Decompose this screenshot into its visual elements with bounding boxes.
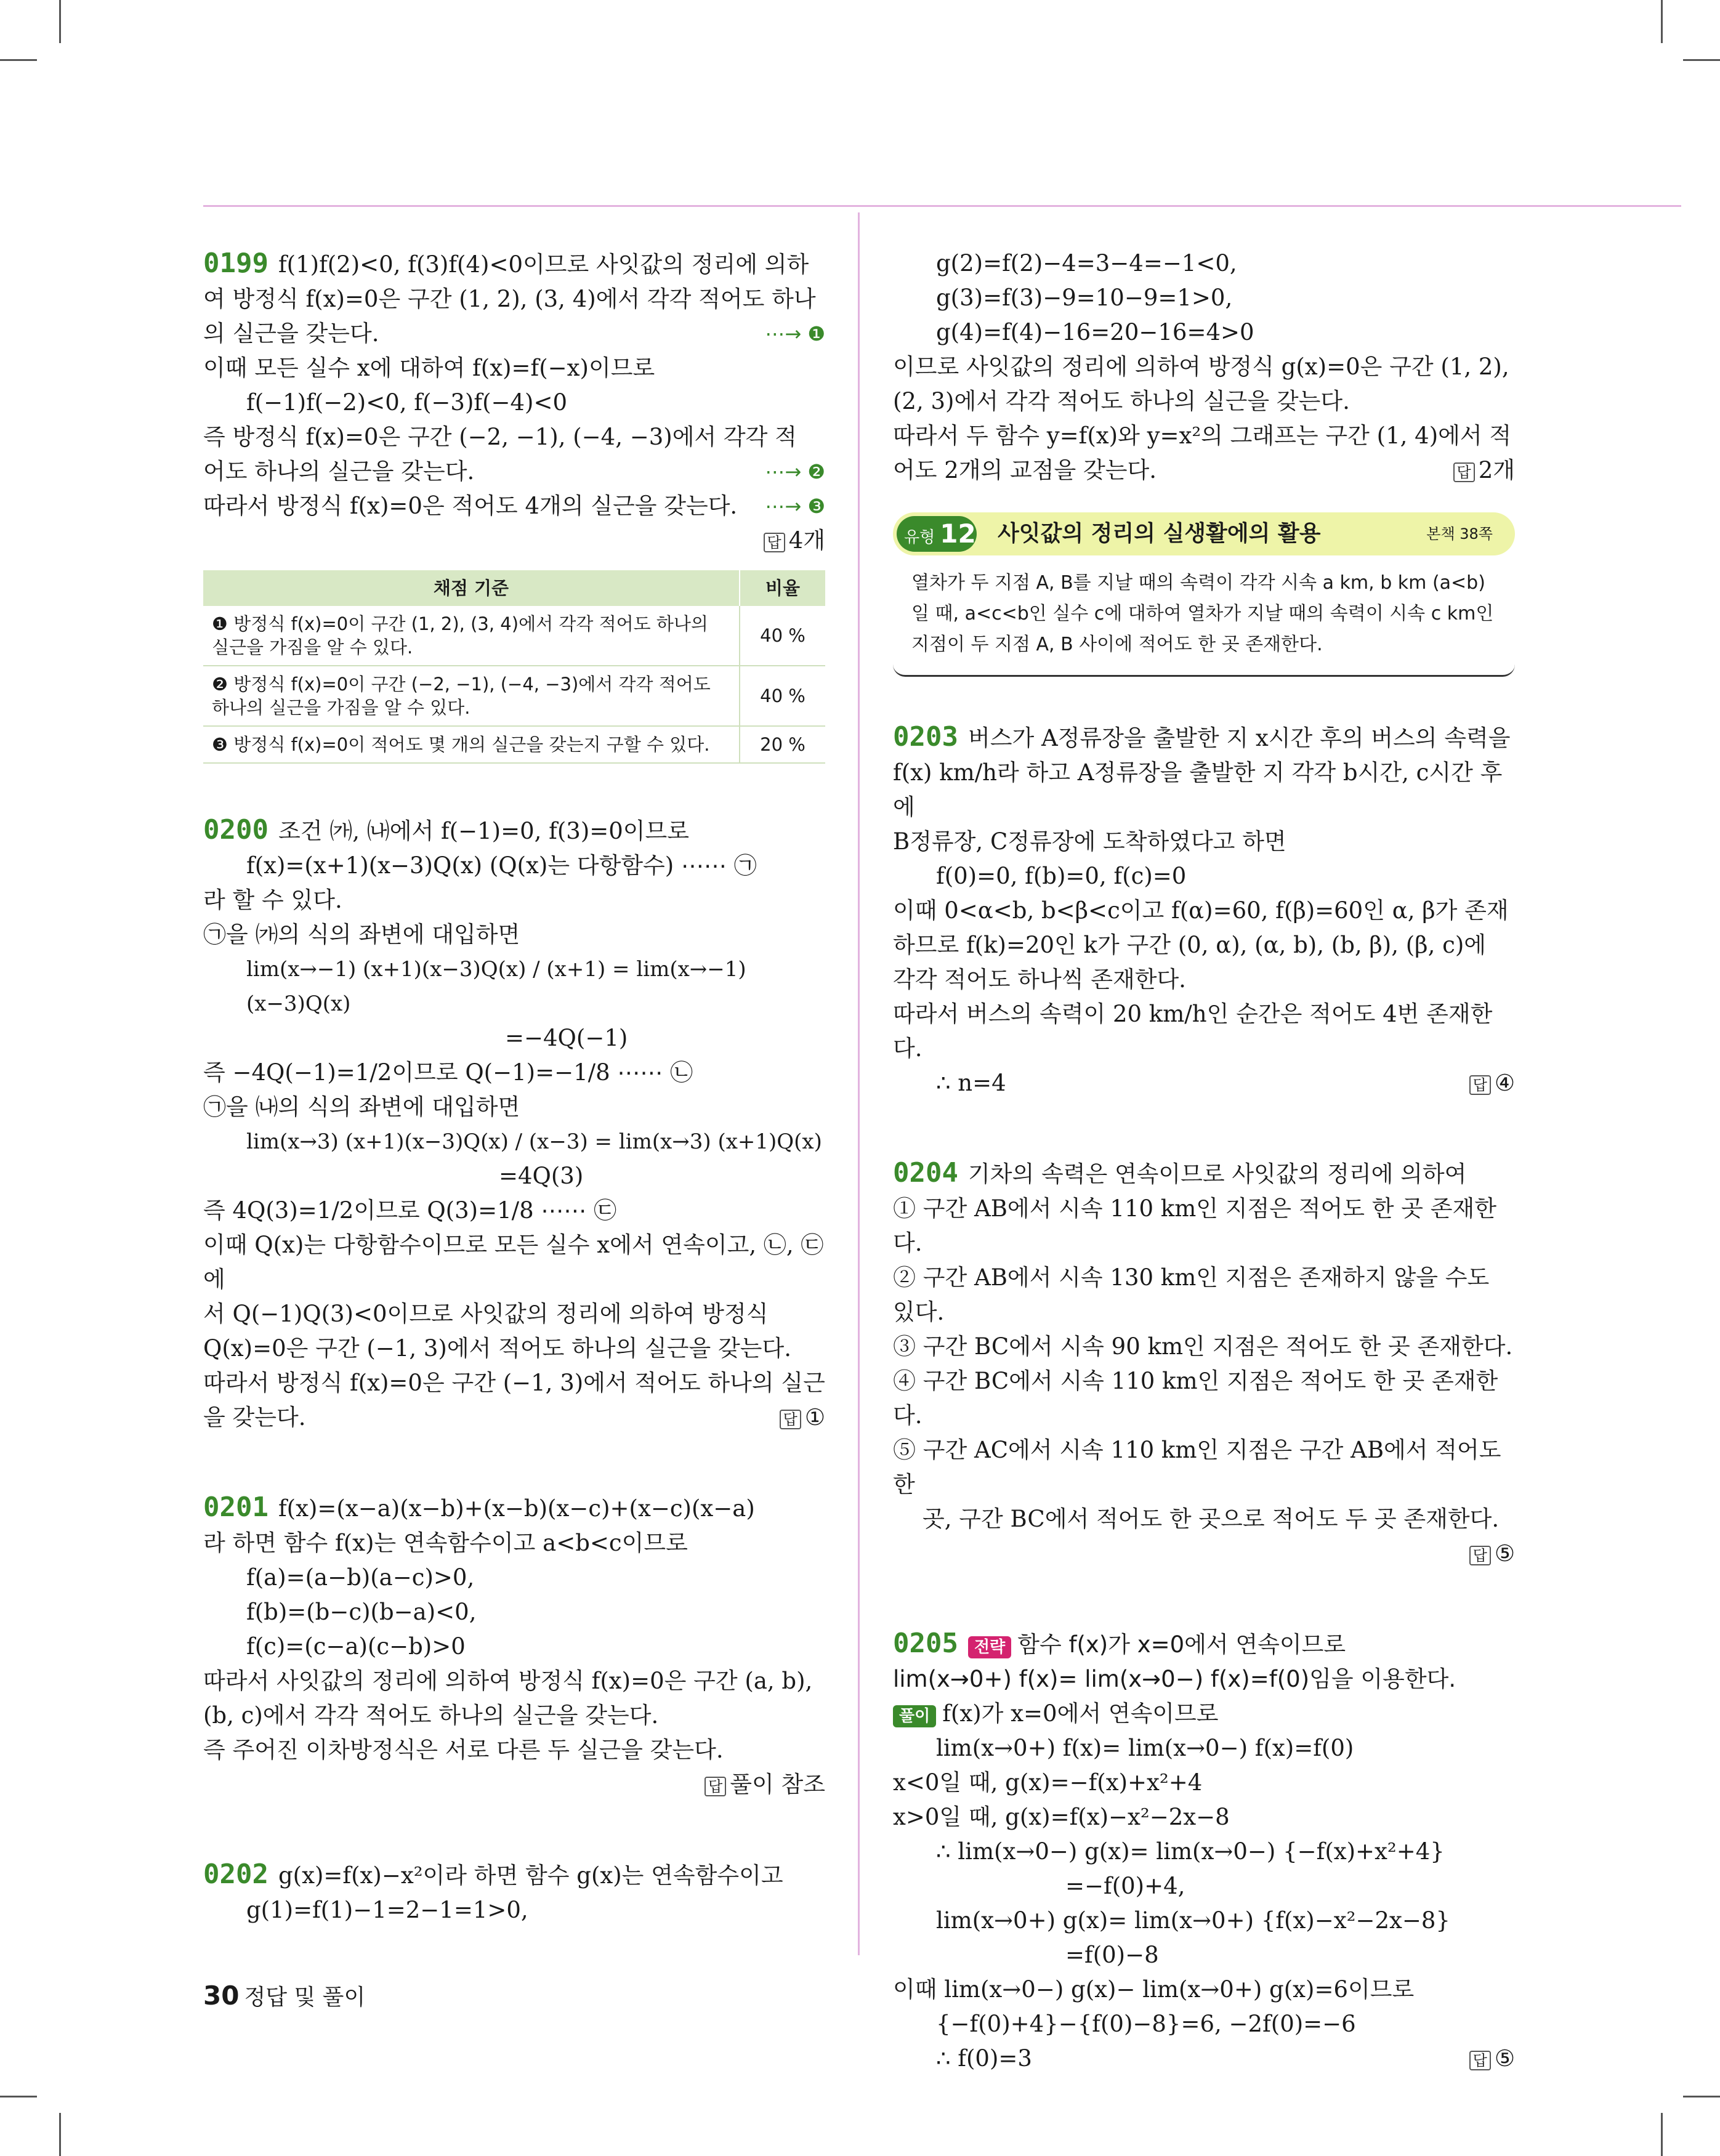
type-badge — [897, 516, 977, 552]
footer-title: 정답 및 풀이 — [244, 1985, 366, 2010]
problem-0204 — [893, 1156, 1515, 1571]
problem-0202-cont — [893, 246, 1515, 488]
text-line: ② 구간 AB에서 시속 130 km인 지점은 존재하지 않을 수도 있다. — [893, 1264, 1490, 1325]
text-line: 따라서 사잇값의 정리에 의하여 방정식 f(x)=0은 구간 (a, b), — [203, 1668, 813, 1694]
equation-line: g(4)=f(4)−16=20−16=4>0 — [936, 319, 1254, 345]
text-line: 일 때, a<c<b인 실수 c에 대하여 열차가 지날 때의 속력이 시속 c km인 — [911, 603, 1494, 624]
text-line: 어도 하나의 실근을 갖는다. — [203, 458, 475, 485]
grading-row — [203, 666, 825, 726]
equation-line: lim(x→0+) f(x)= lim(x→0−) f(x)=f(0) — [936, 1735, 1354, 1761]
answer-mark: 답 — [1469, 1546, 1491, 1565]
text-line: ① 구간 AB에서 시속 110 km인 지점은 적어도 한 곳 존재한다. — [893, 1195, 1497, 1256]
equation-line: =4Q(3) — [499, 1163, 584, 1189]
text-line: 따라서 방정식 f(x)=0은 구간 (−1, 3)에서 적어도 하나의 실근 — [203, 1370, 825, 1396]
right-column — [893, 246, 1515, 2076]
answer-value: ⑤ — [1494, 1540, 1515, 1567]
text-line: 따라서 버스의 속력이 20 km/h인 순간은 적어도 4번 존재한다. — [893, 1001, 1493, 1062]
grading-row — [203, 726, 825, 763]
crop-mark — [1683, 59, 1720, 61]
grading-ratio: 20 % — [740, 726, 825, 763]
grading-criterion: ❷ 방정식 f(x)=0이 구간 (−2, −1), (−4, −3)에서 각각 적어도 하나의 실근을 가짐을 알 수 있다. — [203, 666, 740, 726]
problem-0205 — [893, 1626, 1515, 2076]
problem-0203 — [893, 720, 1515, 1100]
problem-number: 0199 — [203, 248, 268, 279]
text-line: 라 하면 함수 f(x)는 연속함수이고 a<b<c이므로 — [203, 1530, 688, 1556]
text-line: f(x)=(x−a)(x−b)+(x−b)(x−c)+(x−c)(x−a) — [278, 1495, 755, 1522]
text-line: 하므로 f(k)=20인 k가 구간 (0, α), (α, b), (b, β), (β, c)에 — [893, 932, 1486, 958]
grading-table — [203, 570, 825, 764]
crop-mark — [0, 59, 37, 61]
column-divider — [858, 212, 860, 1955]
problem-number: 0202 — [203, 1859, 268, 1890]
type-number: 12 — [940, 519, 976, 549]
equation-line: x<0일 때, g(x)=−f(x)+x²+4 — [893, 1769, 1203, 1796]
text-line: 이때 lim(x→0−) g(x)− lim(x→0+) g(x)=6이므로 — [893, 1976, 1415, 2003]
page-number: 30 — [203, 1980, 240, 2011]
left-column — [203, 246, 825, 1928]
answer — [1453, 453, 1515, 488]
step-marker: ⋯→ ❸ — [765, 495, 825, 518]
grading-ratio: 40 % — [740, 666, 825, 726]
text-line: ④ 구간 BC에서 시속 110 km인 지점은 적어도 한 곳 존재한다. — [893, 1368, 1498, 1429]
answer-value: ⑤ — [1494, 2045, 1515, 2072]
equation-line: ∴ f(0)=3 — [936, 2045, 1032, 2072]
text-line: f(1)f(2)<0, f(3)f(4)<0이므로 사잇값의 정리에 의하 — [278, 251, 809, 278]
text-line: B정류장, C정류장에 도착하였다고 하면 — [893, 828, 1286, 855]
equation-line: f(x)=(x+1)(x−3)Q(x) (Q(x)는 다항함수) ⋯⋯ ㉠ — [246, 852, 757, 879]
crop-mark — [1661, 2113, 1663, 2156]
answer-value: 4개 — [788, 527, 825, 554]
equation-line: {−f(0)+4}−{f(0)−8}=6, −2f(0)=−6 — [936, 2011, 1356, 2037]
type-title: 사잇값의 정리의 실생활에의 활용 — [998, 521, 1321, 546]
text-line: (2, 3)에서 각각 적어도 하나의 실근을 갖는다. — [893, 388, 1350, 414]
grading-header-ratio: 비율 — [740, 570, 825, 606]
text-line: 따라서 두 함수 y=f(x)와 y=x²의 그래프는 구간 (1, 4)에서 적 — [893, 422, 1512, 449]
text-line: 즉 주어진 이차방정식은 서로 다른 두 실근을 갖는다. — [203, 1737, 724, 1763]
text-line: 조건 ㈎, ㈏에서 f(−1)=0, f(3)=0이므로 — [278, 818, 690, 844]
equation-line: 즉 −4Q(−1)=1/2이므로 Q(−1)=−1/8 ⋯⋯ ㉡ — [203, 1059, 693, 1086]
answer-value: ④ — [1494, 1070, 1515, 1096]
problem-number: 0203 — [893, 721, 958, 753]
equation-line: g(3)=f(3)−9=10−9=1>0, — [936, 285, 1233, 311]
problem-number: 0201 — [203, 1492, 268, 1523]
grading-ratio: 40 % — [740, 606, 825, 666]
grading-row — [203, 606, 825, 666]
answer-mark: 답 — [764, 533, 785, 552]
equation-line: ∴ n=4 — [936, 1070, 1006, 1096]
text-line: 이때 0<α<b, b<β<c이고 f(α)=60, f(β)=60인 α, β가 존재 — [893, 897, 1509, 924]
text-line: 이때 모든 실수 x에 대하여 f(x)=f(−x)이므로 — [203, 355, 655, 381]
answer-value: 풀이 참조 — [730, 1771, 825, 1798]
type-banner — [893, 512, 1515, 555]
problem-0201 — [203, 1490, 825, 1802]
problem-0200 — [203, 813, 825, 1435]
equation-line: f(b)=(b−c)(b−a)<0, — [246, 1599, 477, 1625]
text-line: f(x)가 x=0에서 연속이므로 — [942, 1700, 1219, 1727]
crop-mark — [0, 2096, 37, 2097]
answer — [203, 1767, 825, 1802]
strategy-text: 함수 f(x)가 x=0에서 연속이므로 — [1017, 1631, 1346, 1658]
text-line: ㉠을 ㈎의 식의 좌변에 대입하면 — [203, 921, 520, 948]
text-line: 이므로 사잇값의 정리에 의하여 방정식 g(x)=0은 구간 (1, 2), — [893, 353, 1509, 380]
text-line: (b, c)에서 각각 적어도 하나의 실근을 갖는다. — [203, 1702, 659, 1729]
text-line: 버스가 A정류장을 출발한 지 x시간 후의 버스의 속력을 — [967, 725, 1511, 751]
answer-mark: 답 — [1469, 1075, 1491, 1095]
equation-line: lim(x→−1) (x+1)(x−3)Q(x) / (x+1) = lim(x→−1) (x−3)Q(x) — [246, 957, 746, 1016]
problem-0202-start — [203, 1857, 825, 1928]
answer — [203, 523, 825, 558]
equation-line: 즉 4Q(3)=1/2이므로 Q(3)=1/8 ⋯⋯ ㉢ — [203, 1197, 617, 1224]
answer-value: 2개 — [1478, 457, 1515, 483]
answer — [893, 1536, 1515, 1571]
step-marker: ⋯→ ❶ — [765, 322, 825, 345]
strategy-text: lim(x→0+) f(x)= lim(x→0−) f(x)=f(0)임을 이용한다. — [893, 1666, 1456, 1692]
page-footer — [203, 1980, 365, 2011]
equation-line: ∴ lim(x→0−) g(x)= lim(x→0−) {−f(x)+x²+4} — [936, 1838, 1445, 1865]
type-badge-label: 유형 — [904, 528, 935, 547]
text-line: 라 할 수 있다. — [203, 887, 342, 913]
equation-line: f(a)=(a−b)(a−c)>0, — [246, 1564, 475, 1591]
answer-mark: 답 — [1453, 462, 1475, 482]
text-line: ㉠을 ㈏의 식의 좌변에 대입하면 — [203, 1094, 520, 1120]
text-line: 서 Q(−1)Q(3)<0이므로 사잇값의 정리에 의하여 방정식 — [203, 1301, 769, 1327]
answer-mark: 답 — [780, 1410, 801, 1429]
text-line: 이때 Q(x)는 다항함수이므로 모든 실수 x에서 연속이고, ㉡, ㉢에 — [203, 1232, 824, 1293]
top-divider — [203, 205, 1681, 207]
step-marker: ⋯→ ❷ — [765, 460, 825, 483]
text-line: 여 방정식 f(x)=0은 구간 (1, 2), (3, 4)에서 각각 적어도 하나 — [203, 286, 816, 312]
equation-line: lim(x→3) (x+1)(x−3)Q(x) / (x−3) = lim(x→3) (x+1)Q(x) — [246, 1129, 822, 1154]
text-line: ⑤ 구간 AC에서 시속 110 km인 지점은 구간 AB에서 적어도 한 — [893, 1437, 1501, 1498]
text-line: ③ 구간 BC에서 시속 90 km인 지점은 적어도 한 곳 존재한다. — [893, 1333, 1513, 1360]
type-concept-box — [893, 555, 1515, 677]
answer-mark: 답 — [705, 1777, 726, 1796]
crop-mark — [59, 0, 61, 43]
grading-criterion: ❸ 방정식 f(x)=0이 적어도 몇 개의 실근을 갖는지 구할 수 있다. — [203, 726, 740, 763]
equation-line: f(−1)f(−2)<0, f(−3)f(−4)<0 — [246, 389, 568, 416]
text-line: 의 실근을 갖는다. — [203, 320, 379, 347]
equation-line: lim(x→0+) g(x)= lim(x→0+) {f(x)−x²−2x−8} — [936, 1907, 1450, 1934]
text-line: Q(x)=0은 구간 (−1, 3)에서 적어도 하나의 실근을 갖는다. — [203, 1335, 792, 1362]
answer-value: ① — [804, 1404, 825, 1431]
answer — [780, 1400, 825, 1435]
equation-line: f(0)=0, f(b)=0, f(c)=0 — [936, 863, 1187, 889]
equation-line: =−4Q(−1) — [505, 1025, 628, 1051]
equation-line: f(c)=(c−a)(c−b)>0 — [246, 1633, 466, 1660]
equation-line: g(2)=f(2)−4=3−4=−1<0, — [936, 250, 1237, 277]
text-line: 을 갖는다. — [203, 1404, 306, 1431]
problem-number: 0200 — [203, 814, 268, 846]
text-line: 기차의 속력은 연속이므로 사잇값의 정리에 의하여 — [967, 1161, 1467, 1187]
equation-line: =f(0)−8 — [1065, 1942, 1159, 1968]
grading-header-criteria: 채점 기준 — [203, 570, 740, 606]
grading-criterion: ❶ 방정식 f(x)=0이 구간 (1, 2), (3, 4)에서 각각 적어도 하나의 실근을 가짐을 알 수 있다. — [203, 606, 740, 666]
type-reference: 본책 38쪽 — [1426, 525, 1493, 543]
solution-tag: 풀이 — [893, 1705, 936, 1727]
equation-line: g(1)=f(1)−1=2−1=1>0, — [246, 1897, 528, 1923]
text-line: f(x) km/h라 하고 A정류장을 출발한 지 각각 b시간, c시간 후에 — [893, 759, 1503, 820]
equation-line: x>0일 때, g(x)=f(x)−x²−2x−8 — [893, 1804, 1230, 1830]
problem-number: 0204 — [893, 1157, 958, 1189]
text-line: 열차가 두 지점 A, B를 지날 때의 속력이 각각 시속 a km, b km (a<b) — [911, 572, 1485, 594]
text-line: 즉 방정식 f(x)=0은 구간 (−2, −1), (−4, −3)에서 각각 적 — [203, 424, 797, 450]
answer — [1469, 1066, 1515, 1100]
text-line: g(x)=f(x)−x²이라 하면 함수 g(x)는 연속함수이고 — [278, 1862, 783, 1889]
strategy-tag: 전략 — [968, 1636, 1011, 1658]
problem-number: 0205 — [893, 1628, 958, 1659]
crop-mark — [59, 2113, 61, 2156]
text-line: 어도 2개의 교점을 갖는다. — [893, 457, 1157, 483]
answer — [1469, 2041, 1515, 2076]
answer-mark: 답 — [1469, 2051, 1491, 2070]
text-line: 곳, 구간 BC에서 적어도 한 곳으로 적어도 두 곳 존재한다. — [923, 1506, 1500, 1532]
crop-mark — [1661, 0, 1663, 43]
text-line: 각각 적어도 하나씩 존재한다. — [893, 966, 1186, 993]
equation-line: =−f(0)+4, — [1065, 1873, 1185, 1899]
text-line: 따라서 방정식 f(x)=0은 적어도 4개의 실근을 갖는다. — [203, 493, 738, 519]
problem-0199 — [203, 246, 825, 764]
text-line: 지점이 두 지점 A, B 사이에 적어도 한 곳 존재한다. — [911, 634, 1323, 655]
crop-mark — [1683, 2096, 1720, 2097]
